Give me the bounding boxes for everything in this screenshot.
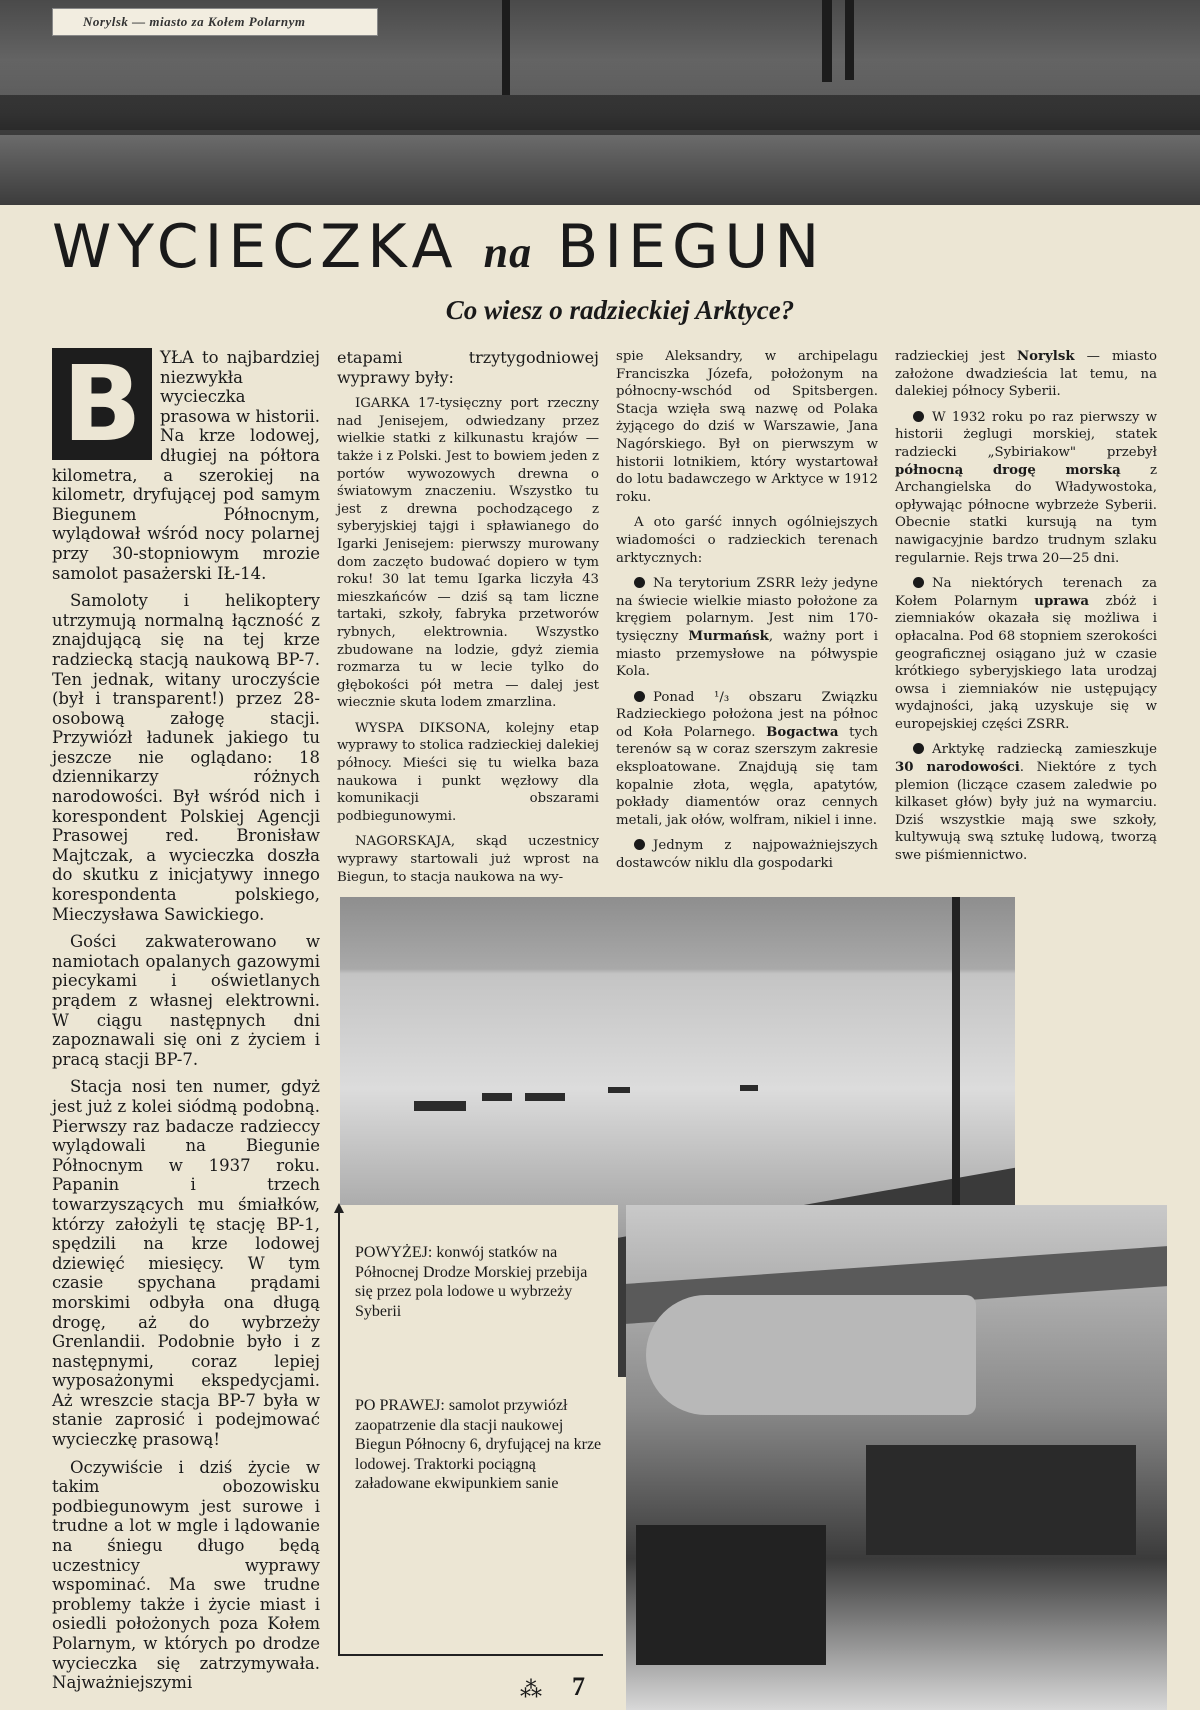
paragraph: Oczywiście i dziś życie w takim obozowisku podbiegunowym jest surowe i trudne a lot w mgle i lądowanie na śniegu długo będą uczestnicy wyprawy wspominać. Ma swe trudne problemy także i życie miast i osiedli położonych poza Kołem Polarnym, w których po drodze wycieczka się zatrzymywała. Najważniejszymi <box>52 1457 320 1693</box>
ship <box>482 1093 512 1101</box>
caption-divider <box>338 1654 603 1656</box>
paragraph-text: . Niektóre z tych plemion (liczące czasem zaledwie po kilkaset głów) były już na wymarciu. Dziś wszystkie mają swe szkoły, kultywują swą sztukę ludową, tworzą swe piśmiennictwo. <box>895 760 1157 864</box>
paragraph-text: W 1932 roku po raz pierwszy w historii żeglugi morskiej, statek radziecki „Sybiriakow" przebył <box>895 409 1157 460</box>
bullet-paragraph <box>616 837 878 872</box>
tractor <box>636 1525 826 1665</box>
plane-fuselage <box>646 1295 976 1415</box>
bullet-icon <box>634 691 645 702</box>
bullet-paragraph <box>616 689 878 830</box>
paragraph <box>895 348 1157 401</box>
photo-caption: Norylsk — miasto za Kołem Polarnym <box>52 8 378 36</box>
paragraph-text: , kolejny etap wyprawy to stolica radzieckiej dalekiej północy. Mieści się tu wielka baza naukowa i punkt węzłowy dla komunikacji obszarami podbiegunowymi. <box>337 720 599 824</box>
paragraph-text: zbóż i ziemniaków okazała się możliwa i opłacalna. Pod 68 stopniem szerokości geograficznej osiągano już w czasie krótkiego syberyjskiego lata urodzaj owsa i ziemniaków nie ustępujący wydajności, jaką uzyskuje się w europejskiej części ZSRR. <box>895 593 1157 732</box>
bullet-paragraph <box>895 741 1157 864</box>
caption-above: POWYŻEJ: konwój statków na Północnej Drodze Morskiej przebija się przez pola lodowe u wybrzeży Syberii <box>355 1244 588 1320</box>
paragraph <box>337 720 599 826</box>
place-name: NAGORSKAJA <box>355 834 451 850</box>
bullet-icon <box>913 743 924 754</box>
paragraph-text: — miasto założone dwadzieścia lat temu, na dalekiej północy Syberii. <box>895 349 1157 400</box>
paragraph-text: , skąd uczestnicy wyprawy startowali już wprost na Biegun, to stacja naukowa na wy- <box>337 834 599 885</box>
ship <box>608 1087 630 1093</box>
title-na: na <box>483 228 533 277</box>
people-group <box>866 1445 1136 1555</box>
ship <box>740 1085 758 1091</box>
emphasis: Bogactwa <box>766 724 839 740</box>
article-column-2 <box>337 348 599 894</box>
chimney <box>845 0 854 80</box>
emphasis: północną drogę morską <box>895 462 1121 478</box>
title-part1: WYCIECZKA <box>52 212 459 282</box>
drop-cap: B <box>52 348 152 460</box>
paragraph-text: Ponad ¹/₃ obszaru Związku Radzieckiego położona jest na północ od Koła Polarnego. <box>616 689 878 740</box>
caption-arrow <box>338 1205 352 1655</box>
ship <box>414 1101 466 1111</box>
paragraph: etapami trzytygodniowej wyprawy były: <box>337 348 599 387</box>
paragraph-text: , ważny port i miasto przemysłowe na półwyspie Kola. <box>616 628 878 680</box>
emphasis: Norylsk <box>1017 349 1075 364</box>
paragraph: Gości zakwaterowano w namiotach opalanych gazowymi piecykami i oświetlanych prądem z własnej elektrowni. W ciągu następnych dni zapoznawali się oni z życiem i pracą stacji BP-7. <box>52 932 320 1069</box>
paragraph: A oto garść innych ogólniejszych wiadomości o radzieckich terenach arktycznych: <box>616 515 878 566</box>
paragraph: YŁA to najbardziej niezwykła wycieczka prasowa w historii. Na krze lodowej, długiej na półtora kilometra, a szerokiej na kilometr, dryfującej pod samym Biegunem Północnym, wylądował wśród nocy polarnej przy 30-stopniowym mrozie samolot pasażerski IŁ-14. <box>52 348 320 583</box>
paragraph-text: radzieckiej jest <box>895 349 1018 364</box>
bullet-paragraph <box>895 575 1157 733</box>
paragraph: Stacja nosi ten numer, gdyż jest już z kolei siódmą podobną. Pierwszy raz badacze radzieccy wylądowali na Biegunie Północnym w 1937 roku. Papanin i trzech towarzyszących mu śmiałków, którzy założyli tę stację BP-1, spędzili na krze lodowej dziewięć miesięcy. W tym czasie spychana prądami morskimi odbyła ona długą drogę, aż do wybrzeży Grenlandii. Podobnie było i z następnymi, coraz lepiej wyposażonymi ekspedycjami. Aż wreszcie stacja BP-7 była w stanie zaprosić i podejmować wycieczkę prasową! <box>52 1077 320 1450</box>
bullet-icon <box>634 577 645 588</box>
paragraph-text: 17-tysięczny port rzeczny nad Jenisejem, odwiedzany przez wielkie statki z kilkunastu krajów — także i z Polski. Jest to bowiem jeden z portów wywozowych drewna o światowym znaczeniu. Wszystko tu jest z drewna pochodzącego z syberyjskiej tajgi i spławianego do Igarki Jenisejem: pierwszy murowany dom zaczęto budować dopiero w tym roku! 30 lat temu Igarka liczyła 43 mieszkańców — dziś są tam liczne tartaki, szkoły, fabryka przetworów rybnych, elektrownia. Wszystko zbudowane na lodzie, gdyż ziemia rozmarza tu w lecie tylko do głębokości pół metra — dalej jest wiecznie skuta lodem zmarzlina. <box>337 396 599 711</box>
plane-photo <box>626 1205 1167 1710</box>
chimney <box>502 0 510 95</box>
caption-right: PO PRAWEJ: samolot przywiózł zaopatrzenie dla stacji naukowej Biegun Północny 6, dryfującej na krze lodowej. Traktorki pociągną załadowane ekwipunkiem sanie <box>355 1397 602 1492</box>
bullet-icon <box>634 839 645 850</box>
article-column-3 <box>616 348 878 881</box>
paragraph-text: Na terytorium ZSRR leży jedyne na świecie wielkie miasto położone za kręgiem polarnym. Jest nim 170-tysięczny <box>616 576 878 644</box>
paragraph <box>337 833 599 886</box>
place-name: IGARKA <box>355 396 410 412</box>
place-name: WYSPA DIKSONA <box>355 720 487 736</box>
emphasis: Murmańsk <box>688 628 769 644</box>
paragraph <box>337 395 599 712</box>
tree-icon: ⁂ <box>520 1678 542 1703</box>
bullet-icon <box>913 577 924 588</box>
emphasis: 30 narodowości <box>895 760 1020 776</box>
emphasis: uprawa <box>1034 593 1089 609</box>
paragraph-text: tych terenów są w coraz szerszym zakresie eksploatowane. Znajdują się tam kopalnie złota, węgla, apatytów, pokłady diamentów oraz cennych metali, jak ołów, wolfram, nikiel i inne. <box>616 724 878 828</box>
paragraph: Samoloty i helikoptery utrzymują normalną łączność z znajdującą się na tej krze radziecką stacją naukową BP-7. Ten jednak, witany uroczyście (był i transparent!) przez 28-osobową załogę stacji. Przywiózł ładunek jakiego tu jeszcze nie oglądano: 18 dziennikarzy różnych narodowości. Był wśród nich i korespondent Polskiej Agencji Prasowej red. Bronisław Majtczak, a wycieczka doszła do skutku z inicjatywy innego korespondenta polskiego, Mieczysława Sawickiego. <box>52 591 320 924</box>
paragraph-text: Na niektórych terenach za Kołem Polarnym <box>895 576 1157 609</box>
subtitle: Co wiesz o radzieckiej Arktyce? <box>445 295 795 325</box>
title-part2: BIEGUN <box>557 212 826 282</box>
paragraph-text: Arktykę radziecką zamieszkuje <box>932 742 1157 758</box>
bullet-paragraph <box>616 575 878 681</box>
chimney <box>822 0 832 82</box>
article-column-1 <box>52 343 320 1701</box>
article-column-4 <box>895 348 1157 873</box>
ship <box>525 1093 565 1101</box>
page-title <box>52 212 1162 282</box>
paragraph-text: Jednym z najpoważniejszych dostawców niklu dla gospodarki <box>616 838 878 872</box>
paragraph: spie Aleksandry, w archipelagu Franciszka Józefa, położonym na północny-wschód od Spitsbergen. Stacja wzięła swą nazwę od Polaka żyjącego do dziś w Warszawie, Jana Nagórskiego. Był on pierwszym w historii lotnikiem, który wystartował do lotu badawczego w Arktyce w 1912 roku. <box>616 349 878 505</box>
ship-mast <box>952 897 960 1237</box>
factory-buildings <box>0 95 1200 135</box>
bullet-paragraph <box>895 409 1157 567</box>
bullet-icon <box>913 411 924 422</box>
page-number: 7 <box>572 1672 585 1701</box>
paragraph-text: z Archangielska do Władywostoka, opływając północne wybrzeże Syberii. Obecnie statki kursują na tym nawigacyjnie bardzo trudnym szlaku regularnie. Rejs trwa 20—25 dni. <box>895 462 1157 566</box>
